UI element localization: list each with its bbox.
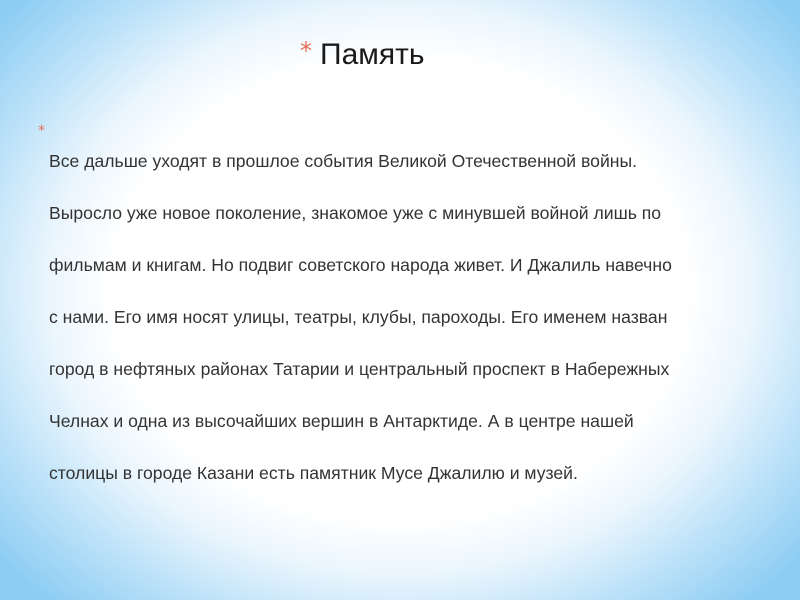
body-line: столицы в городе Казани есть памятник Мусе Джалилю и музей. [49,463,578,483]
body-line: Челнах и одна из высочайших вершин в Антарктиде. А в центре нашей [49,411,634,431]
body-line: Выросло уже новое поколение, знакомое уже с минувшей войной лишь по [49,203,662,223]
body-line: Все дальше уходят в прошлое события Великой Отечественной войны. [49,151,638,171]
title-block [300,30,720,80]
body-bullet-icon: * [38,123,45,139]
body-line: с нами. Его имя носят улицы, театры, клубы, пароходы. Его именем назван [49,307,668,327]
title-bullet-icon: * [300,37,312,65]
body-paragraph [49,122,672,486]
body-line: фильмам и книгам. Но подвиг советского народа живет. И Джалиль навечно [49,255,672,275]
slide-title: Память [320,38,425,71]
body-block [38,122,773,486]
body-line: город в нефтяных районах Татарии и центральный проспект в Набережных [49,359,670,379]
